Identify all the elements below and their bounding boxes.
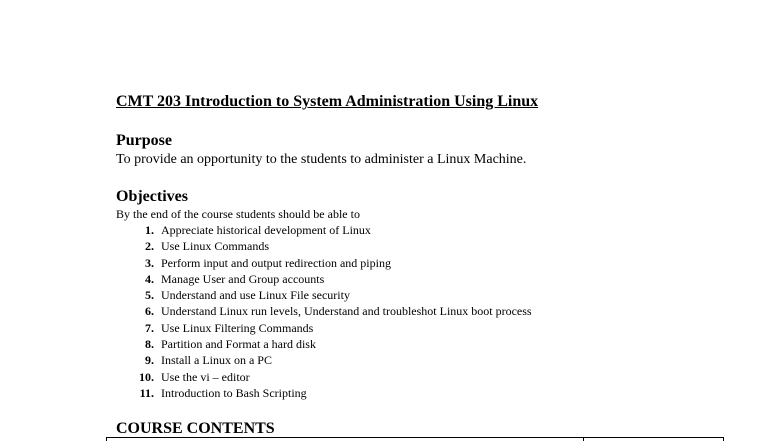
document-title: CMT 203 Introduction to System Administration Using Linux — [116, 93, 539, 110]
purpose-heading: Purpose — [116, 132, 172, 149]
objective-item — [116, 303, 532, 319]
contents-table-column-divider — [723, 437, 724, 441]
objective-text: Perform input and output redirection and piping — [161, 255, 391, 270]
objective-number: 8. — [145, 337, 154, 352]
objective-number: 9. — [145, 353, 154, 368]
objective-text: Install a Linux on a PC — [161, 353, 272, 368]
objective-number: 4. — [145, 271, 154, 286]
objective-number: 11. — [139, 385, 154, 400]
objective-number: 5. — [145, 288, 154, 303]
objective-text: Understand Linux run levels, Understand and troubleshot Linux boot process — [161, 304, 532, 319]
objective-item — [116, 222, 532, 238]
objective-text: Understand and use Linux File security — [161, 288, 350, 303]
objective-number: 10. — [139, 369, 154, 384]
course-contents-heading: COURSE CONTENTS — [116, 420, 275, 437]
objective-text: Use Linux Filtering Commands — [161, 320, 314, 335]
contents-table-column-divider — [106, 437, 107, 441]
objective-item — [116, 271, 532, 287]
objective-text: Manage User and Group accounts — [161, 271, 325, 286]
objective-item — [116, 385, 532, 401]
objectives-heading: Objectives — [116, 188, 188, 205]
objective-item — [116, 238, 532, 254]
objective-number: 6. — [145, 304, 154, 319]
objective-item — [116, 369, 532, 385]
objective-text: Partition and Format a hard disk — [161, 337, 316, 352]
purpose-text: To provide an opportunity to the students to administer a Linux Machine. — [116, 152, 527, 167]
objective-text: Use Linux Commands — [161, 239, 269, 254]
objectives-list — [116, 222, 532, 401]
objective-item — [116, 287, 532, 303]
objective-number: 2. — [145, 239, 154, 254]
objective-number: 7. — [145, 320, 154, 335]
contents-table-column-divider — [583, 437, 584, 441]
objective-text: Use the vi – editor — [161, 369, 250, 384]
objective-text: Appreciate historical development of Linux — [161, 223, 371, 237]
objective-item — [116, 336, 532, 352]
objective-text: Introduction to Bash Scripting — [161, 385, 307, 400]
objective-number: 1. — [145, 223, 154, 237]
objective-item — [116, 352, 532, 368]
contents-table-top-border — [106, 437, 724, 438]
objectives-intro: By the end of the course students should be able to — [116, 207, 360, 221]
objective-number: 3. — [145, 255, 154, 270]
objective-item — [116, 255, 532, 271]
objective-item — [116, 320, 532, 336]
